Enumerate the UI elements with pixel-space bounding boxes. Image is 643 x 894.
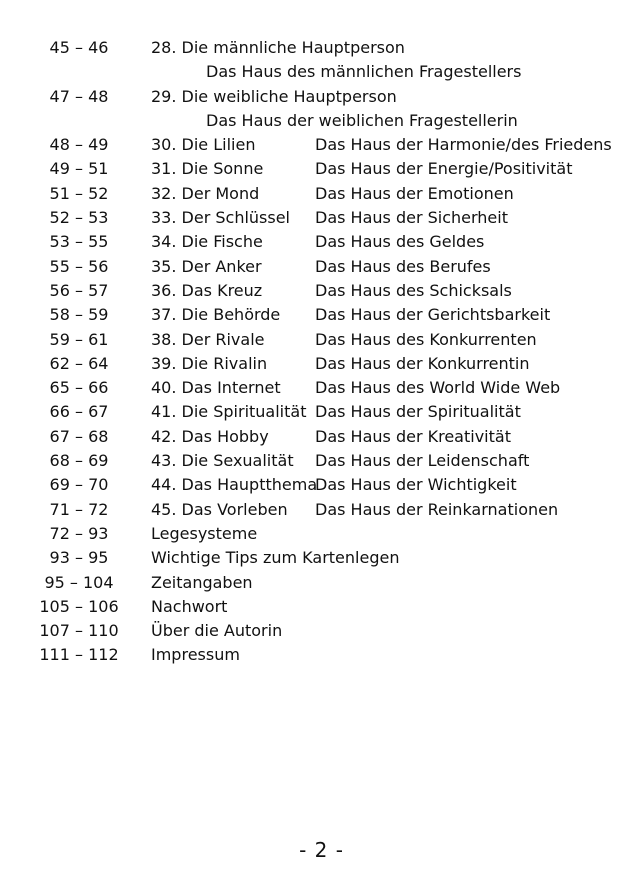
toc-page-range: 107 – 110 (39, 621, 119, 641)
toc-entry (0, 546, 643, 570)
toc-title: Nachwort (151, 596, 228, 616)
toc-page-range: 56 – 57 (49, 280, 109, 300)
toc-title: Legesysteme (151, 523, 258, 543)
toc-page-range: 52 – 53 (49, 208, 109, 228)
toc-page-range: 111 – 112 (39, 645, 119, 665)
toc-house: Das Haus der Harmonie/des Friedens (315, 135, 612, 155)
toc-page-range: 72 – 93 (49, 523, 109, 543)
toc-title: 31. Die Sonne (151, 159, 264, 179)
toc-entry (0, 328, 643, 352)
toc-title: 34. Die Fische (151, 232, 263, 252)
toc-entry (0, 230, 643, 254)
toc-entry (0, 643, 643, 667)
table-of-contents (0, 36, 643, 668)
toc-entry (0, 255, 643, 279)
toc-entry (0, 376, 643, 400)
toc-entry (0, 571, 643, 595)
toc-house: Das Haus der Gerichtsbarkeit (315, 305, 551, 325)
toc-page-range: 67 – 68 (49, 426, 109, 446)
toc-title: Impressum (151, 645, 240, 665)
toc-page-range: 95 – 104 (44, 572, 114, 592)
toc-page-range: 69 – 70 (49, 475, 109, 495)
toc-house: Das Haus der Sicherheit (315, 208, 508, 228)
toc-house: Das Haus des Konkurrenten (315, 329, 537, 349)
toc-entry (0, 36, 643, 60)
toc-page-range: 93 – 95 (49, 548, 109, 568)
toc-page-range: 48 – 49 (49, 135, 109, 155)
toc-entry (0, 425, 643, 449)
toc-title: 36. Das Kreuz (151, 280, 263, 300)
toc-entry (0, 619, 643, 643)
toc-title: 33. Der Schlüssel (151, 208, 290, 228)
toc-page-range: 45 – 46 (49, 38, 109, 57)
toc-page-range: 68 – 69 (49, 451, 109, 471)
toc-entry (0, 303, 643, 327)
toc-title: 29. Die weibliche Hauptperson (151, 86, 397, 106)
toc-title: 40. Das Internet (151, 378, 281, 398)
toc-page-range: 62 – 64 (49, 353, 109, 373)
toc-entry (0, 400, 643, 424)
toc-house: Das Haus des World Wide Web (315, 378, 561, 398)
toc-house: Das Haus der Spiritualität (315, 402, 521, 422)
toc-title: 35. Der Anker (151, 256, 262, 276)
toc-entry (0, 206, 643, 230)
toc-title: 44. Das Hauptthema (151, 475, 318, 495)
toc-entry (0, 352, 643, 376)
toc-entry (0, 522, 643, 546)
toc-entry-continuation (0, 109, 643, 133)
toc-house: Das Haus der Reinkarnationen (315, 499, 559, 519)
toc-entry (0, 85, 643, 109)
toc-entry (0, 279, 643, 303)
toc-page-range: 105 – 106 (39, 596, 119, 616)
toc-title: 37. Die Behörde (151, 305, 281, 325)
toc-page-range: 58 – 59 (49, 305, 109, 325)
toc-house: Das Haus der weiblichen Fragestellerin (206, 110, 518, 130)
toc-title: Wichtige Tips zum Kartenlegen (151, 548, 400, 568)
toc-house: Das Haus der Konkurrentin (315, 353, 530, 373)
toc-entry (0, 133, 643, 157)
toc-house: Das Haus der Emotionen (315, 183, 514, 203)
toc-house: Das Haus der Wichtigkeit (315, 475, 517, 495)
toc-page-range: 47 – 48 (49, 86, 109, 106)
toc-entry (0, 595, 643, 619)
toc-title: Über die Autorin (151, 621, 283, 641)
toc-house: Das Haus der Energie/Positivität (315, 159, 573, 179)
toc-house: Das Haus der Leidenschaft (315, 451, 530, 471)
page-number: - 2 - (299, 838, 344, 862)
toc-title: 30. Die Lilien (151, 135, 256, 155)
toc-entry (0, 473, 643, 497)
toc-title: 39. Die Rivalin (151, 353, 268, 373)
toc-page-range: 59 – 61 (49, 329, 109, 349)
toc-page-range: 66 – 67 (49, 402, 109, 422)
toc-title: 42. Das Hobby (151, 426, 269, 446)
toc-entry (0, 182, 643, 206)
toc-page-range: 53 – 55 (49, 232, 109, 252)
toc-title: 43. Die Sexualität (151, 451, 294, 471)
toc-entry (0, 498, 643, 522)
toc-page-range: 65 – 66 (49, 378, 109, 398)
toc-page-range: 49 – 51 (49, 159, 109, 179)
toc-house: Das Haus des Geldes (315, 232, 485, 252)
toc-title: 38. Der Rivale (151, 329, 265, 349)
toc-house: Das Haus des Schicksals (315, 280, 512, 300)
toc-page-range: 71 – 72 (49, 499, 109, 519)
toc-house: Das Haus des Berufes (315, 256, 491, 276)
toc-title: 41. Die Spiritualität (151, 402, 307, 422)
toc-title: 45. Das Vorleben (151, 499, 288, 519)
toc-page-range: 51 – 52 (49, 183, 109, 203)
toc-entry (0, 449, 643, 473)
toc-entry (0, 157, 643, 181)
toc-house: Das Haus des männlichen Fragestellers (206, 62, 522, 82)
toc-title: 28. Die männliche Hauptperson (151, 38, 405, 57)
toc-title: 32. Der Mond (151, 183, 260, 203)
toc-title: Zeitangaben (151, 572, 253, 592)
toc-house: Das Haus der Kreativität (315, 426, 511, 446)
toc-entry-continuation (0, 60, 643, 84)
toc-page-range: 55 – 56 (49, 256, 109, 276)
